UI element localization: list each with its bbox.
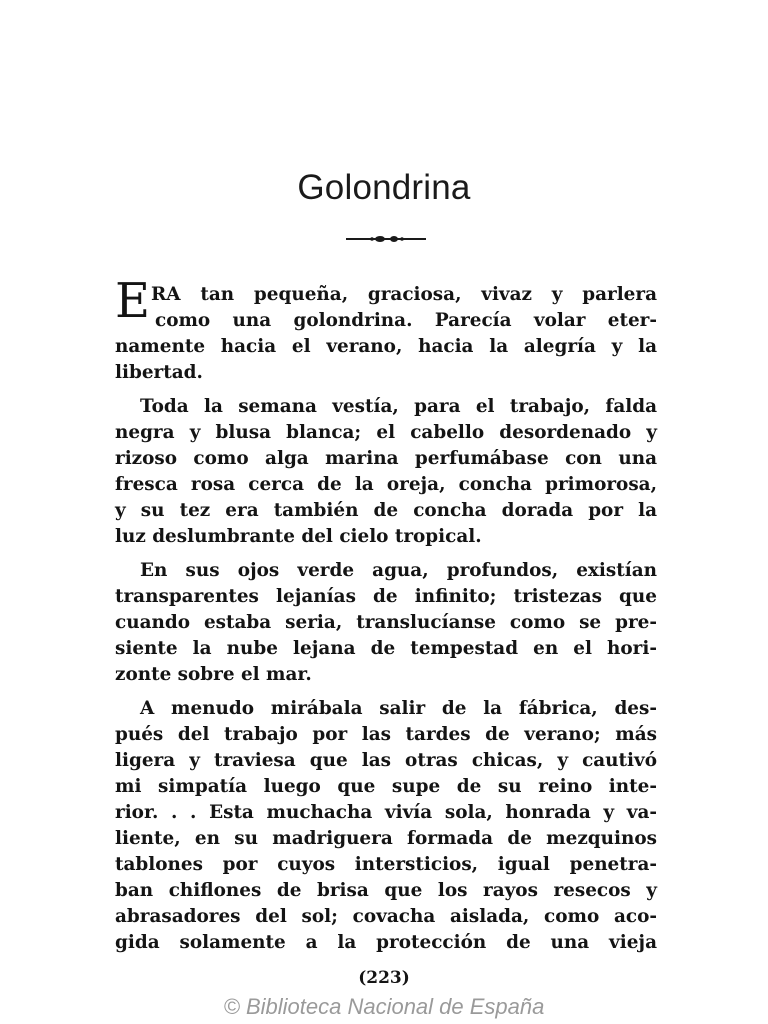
paragraph [115,696,657,956]
paragraph [115,394,657,550]
text-line: cuando estaba seria, translucíanse como se pre- [115,612,657,633]
page-title: Golondrina [297,168,471,207]
text-line: pués del trabajo por las tardes de verano; más [115,724,657,745]
text-line: libertad. [115,362,203,383]
text-line: rizoso como alga marina perfumábase con una [115,448,657,469]
drop-cap: E [115,273,151,329]
text-line: tablones por cuyos intersticios, igual penetra- [115,854,657,875]
text-line: luz deslumbrante del cielo tropical. [115,526,482,547]
text-line: abrasadores del sol; covacha aislada, como aco- [115,906,657,927]
text-line: ligera y traviesa que las otras chicas, y cautivó [115,750,657,771]
paragraph [115,558,657,688]
watermark: © Biblioteca Nacional de España [223,994,545,1019]
text-line: liente, en su madriguera formada de mezquinos [115,828,657,849]
text-line: RA tan pequeña, graciosa, vivaz y parlera [151,284,657,305]
text-line: rior. . . Esta muchacha vivía sola, honrada y va- [115,802,657,823]
text-line: fresca rosa cerca de la oreja, concha primorosa, [115,474,657,495]
text-line: A menudo mirábala salir de la fábrica, des- [140,698,657,719]
text-line: y su tez era también de concha dorada por la [115,500,657,521]
page-number: (223) [358,968,410,988]
text-line: namente hacia el verano, hacia la alegría y la [115,336,657,357]
ornament-divider [344,232,428,246]
text-line: siente la nube lejana de tempestad en el hori- [115,638,657,659]
text-line: Toda la semana vestía, para el trabajo, falda [140,396,657,417]
text-line: gida solamente a la protección de una vieja [115,932,657,953]
text-line: como una golondrina. Parecía volar eter- [155,310,657,331]
text-line: transparentes lejanías de infinito; tristezas que [115,586,657,607]
text-line: negra y blusa blanca; el cabello desordenado y [115,422,657,443]
body-text [115,273,657,964]
text-line: mi simpatía luego que supe de su reino inte- [115,776,657,797]
text-line: zonte sobre el mar. [115,664,312,685]
text-line: En sus ojos verde agua, profundos, existían [140,560,657,581]
text-line: ban chiflones de brisa que los rayos resecos y [115,880,657,901]
paragraph [115,273,657,386]
